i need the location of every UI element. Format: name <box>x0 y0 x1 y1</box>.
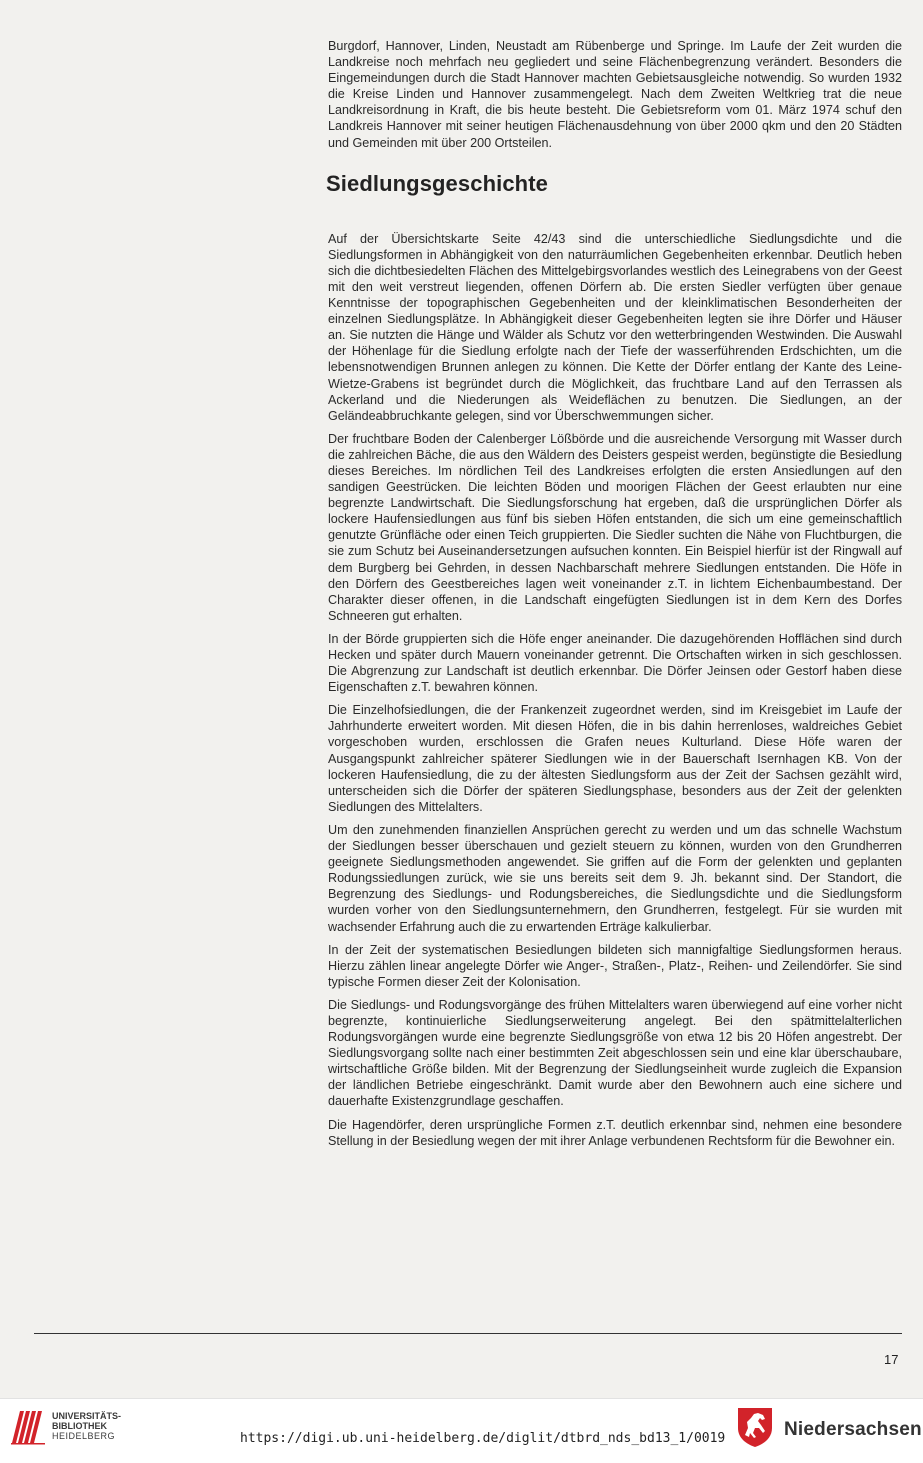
book-stack-logo-icon[interactable] <box>10 1405 46 1445</box>
section-heading: Siedlungsgeschichte <box>326 170 548 196</box>
article-column <box>328 38 902 1156</box>
library-name[interactable] <box>52 1411 121 1441</box>
body-paragraph-8: Die Hagendörfer, deren ursprüngliche Formen z.T. deutlich erkennbar sind, nehmen eine besondere Stellung in der Besiedlung wegen der mit ihrer Anlage verbundenen Rechtsform für die Bewohner ein. <box>328 1117 902 1148</box>
body-paragraph-2: Der fruchtbare Boden der Calenberger Lößbörde und die ausreichende Versorgung mit Wasser durch die zahlreichen Bäche, die aus den Wäldern des Deisters gespeist werden, begünstigte die Besiedlung dieses Bereiches. Im nördlichen Teil des Landkreises erfolgten die ersten Ansiedlungen auf den sandigen Geestrücken. Die leichten Böden und moorigen Flächen der Geest erlaubten nur eine begrenzte Landwirtschaft. Die Siedlungsforschung hat ergeben, daß die ursprünglichen Dörfer als lockere Haufensiedlungen aus fünf bis sieben Höfen entstanden, die sich um eine gemeinschaftlich genutzte Grünfläche oder einen Teich gruppierten. Die Siedler suchten die Nähe von Fluchtburgen, die sie zum Schutz bei Auseinandersetzungen aufsuchen konnten. Ein Beispiel hierfür ist der Ringwall auf dem Burgberg bei Gehrden, in dessen Nachbarschaft mehrere Siedlungen entstanden. Die Höfe in den Dörfern des Geestbereiches lagen weit voneinander z.T. in lichtem Eichenbaumbestand. Der Charakter dieser offenen, in die Landschaft eingefügten Siedlungen ist in dem Kern des Dorfes Schneeren gut erhalten. <box>328 431 902 623</box>
body-paragraph-6: In der Zeit der systematischen Besiedlungen bildeten sich mannigfaltige Siedlungsformen heraus. Hierzu zählen linear angelegte Dörfer wie Anger-, Straßen-, Platz-, Reihen- und Zeilendörfer. Sie sind typische Formen dieser Zeit der Kolonisation. <box>328 942 902 989</box>
body-paragraph-7: Die Siedlungs- und Rodungsvorgänge des frühen Mittelalters waren überwiegend auf eine vorher nicht begrenzte, kontinuierliche Siedlungserweiterung angelegt. Bei den spätmittelalterlichen Rodungsvorgängen wurde eine begrenzte Siedlungsgröße von etwa 12 bis 20 Höfen angestrebt. Der Siedlungsvorgang sollte nach einer bestimmten Zeit abgeschlossen sein und eine klar überschaubare, wirtschaftliche Größe bilden. Mit der Begrenzung der Siedlungseinheit wurde zugleich die Expansion der ländlichen Betriebe eingeschränkt. Damit wurde aber den Bewohnern auch eine sichere und dauerhafte Existenzgrundlage geschaffen. <box>328 997 902 1109</box>
horse-shield-logo-icon <box>736 1406 774 1448</box>
body-paragraph-4: Die Einzelhofsiedlungen, die der Frankenzeit zugeordnet werden, sind im Kreisgebiet im Laufe der Jahrhunderte erweitert worden. Mit diesen Höfen, die in bis dahin herrenloses, waldreiches Gebiet vorgeschoben wurden, erschlossen die Grafen neues Kulturland. Diese Höfe waren der Ausgangspunkt zahlreicher späterer Siedlungen wie in der Bauerschaft Isernhagen KB. Von der lockeren Haufensiedlung, die zu der ältesten Siedlungsform aus der Zeit der Sachsen gezählt wird, unterscheiden sich die Dörfer der späteren Siedlungsphase, besonders aus der Zeit der gelenkten Siedlungen des Mittelalters. <box>328 703 902 814</box>
viewer-footer <box>0 1398 923 1463</box>
body-paragraph-5: Um den zunehmenden finanziellen Ansprüchen gerecht zu werden und um das schnelle Wachstum der Siedlungen besser überschauen und gezielt steuern zu können, wurden von den Grundherren geeignete Siedlungsmethoden angewendet. Sie griffen auf die Form der gelenkten und geplanten Rodungssiedlungen zurück, wie sie uns bereits seit dem 9. Jh. bekannt sind. Der Standort, die Begrenzung des Siedlungs- und Rodungsbereiches, die Siedlungsdichte und die Siedlungsform wurden vorher von den Siedlungsunternehmern, den Grundherren, festgelegt. Für sie wurden mit wachsender Erfahrung auch die zu erwartenden Erträge kalkulierbar. <box>328 822 902 934</box>
permalink-url[interactable]: https://digi.ub.uni-heidelberg.de/diglit/dtbrd_nds_bd13_1/0019 <box>240 1431 726 1446</box>
library-name-line2: BIBLIOTHEK <box>52 1421 107 1431</box>
partner-name: Niedersachsen <box>784 1419 922 1440</box>
library-name-line3: HEIDELBERG <box>52 1431 116 1441</box>
page-number: 17 <box>884 1352 899 1367</box>
footer-rule <box>34 1333 902 1334</box>
body-paragraph-1: Auf der Übersichtskarte Seite 42/43 sind die unterschiedliche Siedlungsdichte und die Siedlungsformen in Abhängigkeit von den naturräumlichen Gegebenheiten erkennbar. Deutlich heben sich die dichtbesiedelten Flächen des Mittelgebirgsvorlandes westlich des Leinegrabens von der Geest mit den weit verstreut liegenden, offenen Dörfern ab. Die ersten Siedler verfügten über genaue Kenntnisse der topographischen Gegebenheiten und der kleinklimatischen Besonderheiten der einzelnen Siedlungsplätze. In Abhängigkeit dieser Gegebenheiten legten sie ihre Dörfer und Häuser an. Sie nutzten die Hänge und Wälder als Schutz vor den wetterbringenden Westwinden. Die Auswahl der Höhenlage für die Siedlung erfolgte nach der Tiefe der wasserführenden Erdschichten, um die lebensnotwendigen Brunnen anlegen zu können. Die Kette der Dörfer entlang der Kante des Leine-Wietze-Grabens ist begründet durch die Möglichkeit, das fruchtbare Land auf den Terrassen als Ackerland und die Niederungen als Weideflächen zu benutzen. Die Siedlungen, an der Geländeabbruchkante gelegen, sind vor Überschwemmungen sicher. <box>328 231 902 423</box>
library-name-line1: UNIVERSITÄTS- <box>52 1411 122 1421</box>
body-paragraph-3: In der Börde gruppierten sich die Höfe enger aneinander. Die dazugehörenden Hofflächen sind durch Hecken und später durch Mauern voneinander getrennt. Die Ortschaften wirken in sich geschlossen. Die Abgrenzung zur Landschaft ist deutlich erkennbar. Die Dörfer Jeinsen oder Gestorf haben diese Eigenschaften z.T. bewahren können. <box>328 631 902 695</box>
intro-paragraph: Burgdorf, Hannover, Linden, Neustadt am Rübenberge und Springe. Im Laufe der Zeit wurden die Landkreise noch mehrfach neu gegliedert und seine Flächenbegrenzung verändert. Besonders die Eingemeindungen durch die Stadt Hannover machten Gebietsausgleiche notwendig. So wurden 1932 die Kreise Linden und Hannover zusammengelegt. Nach dem Zweiten Weltkrieg trat die neue Landkreisordnung in Kraft, die bis heute besteht. Die Gebietsreform vom 01. März 1974 schuf den Landkreis Hannover mit seiner heutigen Flächenausdehnung von über 2000 qkm und den 20 Städten und Gemeinden mit über 200 Ortsteilen. <box>328 39 902 150</box>
